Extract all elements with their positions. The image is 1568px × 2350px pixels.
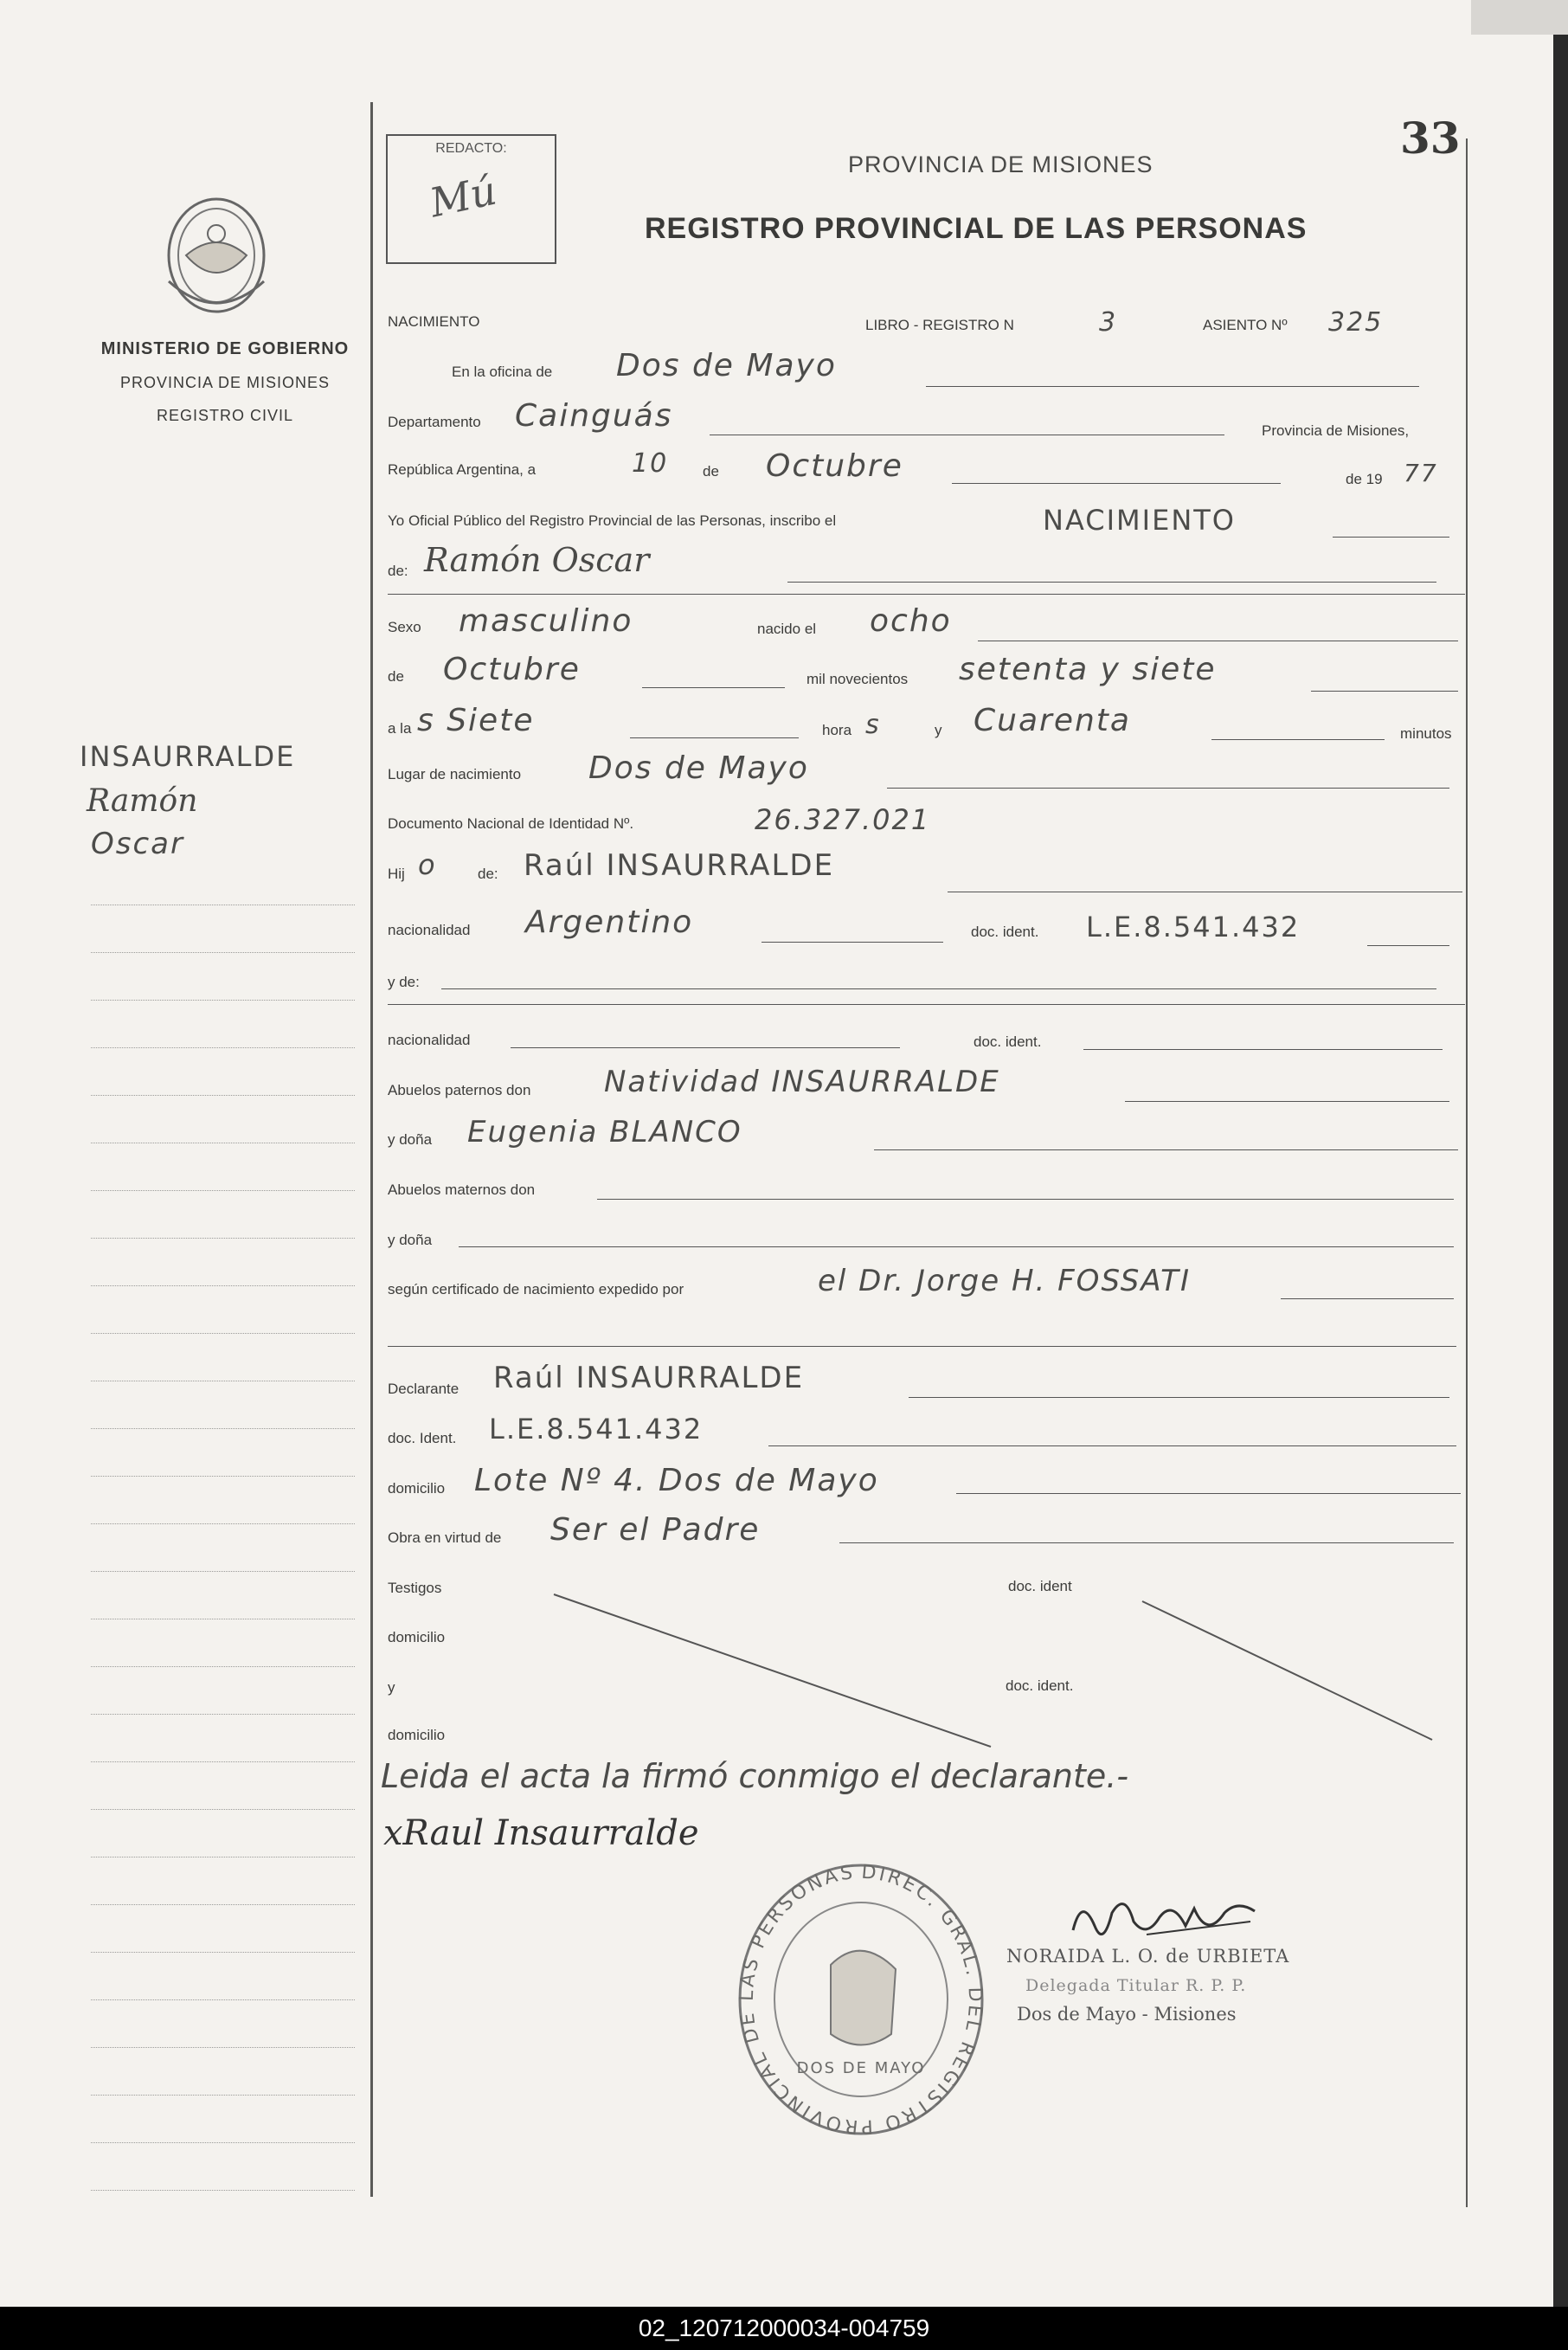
dia-value: 10	[632, 448, 669, 479]
departamento-label: Departamento	[388, 414, 481, 430]
obra-value: Ser el Padre	[550, 1512, 761, 1548]
domicilio-label: domicilio	[388, 1480, 446, 1497]
firma-declarante: xRaul Insaurralde	[383, 1813, 699, 1853]
redacto-initials: Mú	[425, 166, 501, 227]
y-dona2-label: y doña	[388, 1232, 433, 1248]
doc-ident2-label: doc. ident.	[974, 1033, 1042, 1050]
mes2-value: Octubre	[443, 652, 581, 687]
yo-oficial-value: NACIMIENTO	[1043, 504, 1236, 537]
y-de-label: y de:	[388, 974, 420, 990]
de-persona-value: Ramón Oscar	[424, 541, 650, 579]
ministry-line3: REGISTRO CIVIL	[156, 407, 294, 424]
nacionalidad2-label: nacionalidad	[388, 1032, 471, 1048]
de-persona-label: de:	[388, 563, 408, 579]
oficina-label: En la oficina de	[452, 364, 553, 380]
minutos-value: Cuarenta	[974, 703, 1131, 738]
hijo-de-label: de:	[478, 866, 498, 882]
certificado-label: según certificado de nacimiento expedido por	[388, 1281, 684, 1297]
seal-ring-text: DIREC. GRAL. DEL REGISTRO PROVINCIAL DE LAS PERSONAS	[736, 1861, 986, 2138]
doc-ident4-label: doc. ident	[1008, 1578, 1072, 1594]
libro-label: LIBRO - REGISTRO N	[865, 317, 1014, 333]
obra-label: Obra en virtud de	[388, 1529, 502, 1546]
page-edge	[1471, 0, 1568, 35]
republica-label: República Argentina, a	[388, 461, 537, 478]
departamento-value: Cainguás	[515, 398, 673, 434]
doc-ident5-label: doc. ident.	[1006, 1677, 1074, 1694]
y-label: y	[935, 722, 942, 738]
libro-value: 3	[1099, 307, 1118, 338]
horas-label: hora	[822, 722, 852, 738]
asiento-label: ASIENTO Nº	[1203, 317, 1288, 333]
official-title: Delegada Titular R. P. P.	[1025, 1976, 1247, 1995]
y-dona-value: Eugenia BLANCO	[467, 1115, 742, 1149]
mil-label: mil novecientos	[806, 671, 909, 687]
doc-ident-value: L.E.8.541.432	[1086, 911, 1301, 943]
declarante-label: Declarante	[388, 1381, 459, 1397]
padre-value: Raúl INSAURRALDE	[524, 848, 835, 883]
official-location: Dos de Mayo - Misiones	[1017, 2004, 1237, 2025]
redacto-label: REDACTO:	[435, 141, 507, 156]
dni-label: Documento Nacional de Identidad Nº.	[388, 815, 634, 832]
official-name: NORAIDA L. O. de URBIETA	[1006, 1946, 1290, 1967]
anio-label: de 19	[1346, 471, 1383, 487]
declarante-value: Raúl INSAURRALDE	[493, 1361, 805, 1395]
lugar-value: Dos de Mayo	[588, 750, 809, 786]
minutos-label: minutos	[1400, 725, 1452, 742]
sexo-value: masculino	[459, 603, 633, 639]
footer-strip	[0, 2307, 1568, 2350]
header-title: REGISTRO PROVINCIAL DE LAS PERSONAS	[645, 212, 1308, 245]
domicilio2-label: domicilio	[388, 1629, 446, 1645]
alas-value: s Siete	[417, 703, 535, 738]
official-seal	[727, 1852, 995, 2138]
yo-oficial-label: Yo Oficial Público del Registro Provincial de las Personas, inscribo el	[388, 512, 837, 529]
doc-ident-label: doc. ident.	[971, 924, 1039, 940]
provincia-label: Provincia de Misiones,	[1262, 422, 1410, 439]
nacimiento-label: NACIMIENTO	[388, 313, 480, 330]
seal-inner-text: DOS DE MAYO	[796, 2059, 926, 2077]
ministry-line1: MINISTERIO DE GOBIERNO	[100, 339, 350, 358]
testigos-label: Testigos	[388, 1580, 442, 1596]
de2-label: de	[388, 668, 404, 685]
mes-value: Octubre	[766, 448, 903, 484]
nacionalidad-value: Argentino	[525, 905, 694, 940]
doc-ident3-label: doc. Ident.	[388, 1430, 457, 1446]
footer-id: 02_120712000034-004759	[638, 2315, 930, 2341]
mil-value: setenta y siete	[959, 652, 1217, 687]
domicilio3-label: domicilio	[388, 1727, 446, 1743]
nacido-label: nacido el	[757, 621, 817, 637]
nacionalidad-label: nacionalidad	[388, 922, 471, 938]
anio-value: 77	[1404, 459, 1438, 487]
leida-text: Leida el acta la firmó conmigo el declarante.-	[381, 1757, 1129, 1795]
sexo-label: Sexo	[388, 619, 421, 635]
margin-note-name1: Ramón	[87, 783, 198, 819]
header-province: PROVINCIA DE MISIONES	[848, 151, 1154, 177]
abuelos-pat-label: Abuelos paternos don	[388, 1082, 531, 1098]
page-number: 33	[1400, 113, 1461, 164]
hijo-value: o	[418, 848, 437, 881]
horas-value: s	[865, 710, 881, 740]
certificado-value: el Dr. Jorge H. FOSSATI	[818, 1264, 1191, 1298]
ministry-line2: PROVINCIA DE MISIONES	[119, 374, 331, 391]
hijo-label: Hij	[388, 866, 405, 882]
nacido-value: ocho	[870, 603, 952, 639]
margin-note-name2: Oscar	[91, 827, 184, 861]
y2-label: y	[388, 1679, 395, 1696]
asiento-value: 325	[1328, 307, 1384, 338]
domicilio-value: Lote Nº 4. Dos de Mayo	[474, 1463, 879, 1498]
margin-note-surname: INSAURRALDE	[80, 740, 296, 773]
abuelos-mat-label: Abuelos maternos don	[388, 1181, 536, 1198]
dni-value: 26.327.021	[755, 803, 931, 836]
lugar-label: Lugar de nacimiento	[388, 766, 522, 782]
alas-label: a la	[388, 720, 412, 737]
abuelos-pat-value: Natividad INSAURRALDE	[604, 1065, 1000, 1099]
doc-ident3-value: L.E.8.541.432	[489, 1413, 704, 1445]
de-label: de	[703, 463, 719, 480]
oficina-value: Dos de Mayo	[616, 348, 837, 383]
y-dona-label: y doña	[388, 1131, 433, 1148]
